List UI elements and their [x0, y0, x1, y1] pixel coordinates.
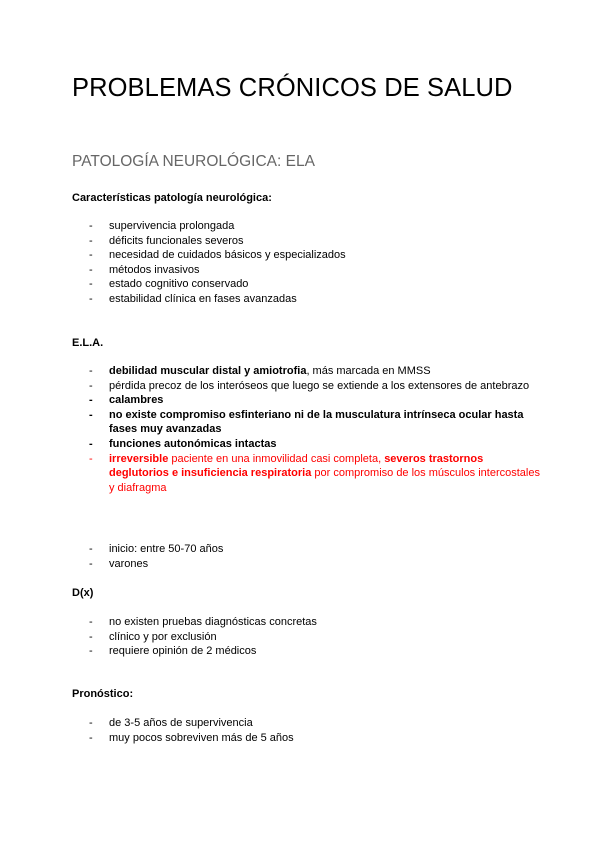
- list-item: - estado cognitivo conservado: [72, 277, 542, 292]
- heading-ela: E.L.A.: [72, 337, 104, 349]
- page-title: PROBLEMAS CRÓNICOS DE SALUD: [72, 74, 513, 102]
- ela-item1-rest: , más marcada en MMSS: [306, 365, 431, 377]
- list-item: - inicio: entre 50-70 años: [72, 542, 542, 557]
- list-item: - necesidad de cuidados básicos y especializados: [72, 248, 542, 263]
- list-item: [72, 364, 542, 379]
- list-item: - estabilidad clínica en fases avanzadas: [72, 292, 542, 307]
- list-item: - supervivencia prolongada: [72, 219, 542, 234]
- list-caracteristicas: [72, 219, 542, 307]
- list-item: - funciones autonómicas intactas: [72, 437, 542, 452]
- heading-caracteristicas: Características patología neurológica:: [72, 192, 272, 204]
- ela-item6-bold2: severos trastornos deglutorios e insuficiencia respiratoria: [109, 452, 484, 480]
- list-item: - pérdida precoz de los interóseos que luego se extiende a los extensores de antebrazo: [72, 379, 542, 394]
- ela-item1-bold: debilidad muscular distal y amiotrofia: [109, 365, 307, 377]
- heading-pronostico: Pronóstico:: [72, 688, 134, 700]
- list-ela-demographics: [72, 542, 542, 571]
- list-item: - muy pocos sobreviven más de 5 años: [72, 731, 542, 746]
- list-item: - no existen pruebas diagnósticas concretas: [72, 615, 542, 630]
- list-item: - déficits funcionales severos: [72, 234, 542, 249]
- ela-item6-text2: por compromiso de los músculos intercostales y diafragma: [109, 467, 540, 494]
- list-pronostico: [72, 716, 542, 745]
- ela-item6-text1: paciente en una inmovilidad casi completa,: [168, 452, 385, 465]
- list-ela: [72, 364, 542, 495]
- list-item: [72, 452, 542, 496]
- list-item: - clínico y por exclusión: [72, 630, 542, 645]
- list-item: - requiere opinión de 2 médicos: [72, 644, 542, 659]
- list-item: - no existe compromiso esfinteriano ni de la musculatura intrínseca ocular hasta fases muy avanzadas: [72, 408, 542, 437]
- ela-item6-bold1: irreversible: [109, 452, 169, 465]
- list-item: - calambres: [72, 393, 542, 408]
- list-item: - métodos invasivos: [72, 263, 542, 278]
- list-item: - de 3-5 años de supervivencia: [72, 716, 542, 731]
- list-item: - varones: [72, 557, 542, 572]
- heading-dx: D(x): [72, 587, 94, 599]
- page-subtitle: PATOLOGÍA NEUROLÓGICA: ELA: [72, 153, 315, 170]
- list-dx: [72, 615, 542, 659]
